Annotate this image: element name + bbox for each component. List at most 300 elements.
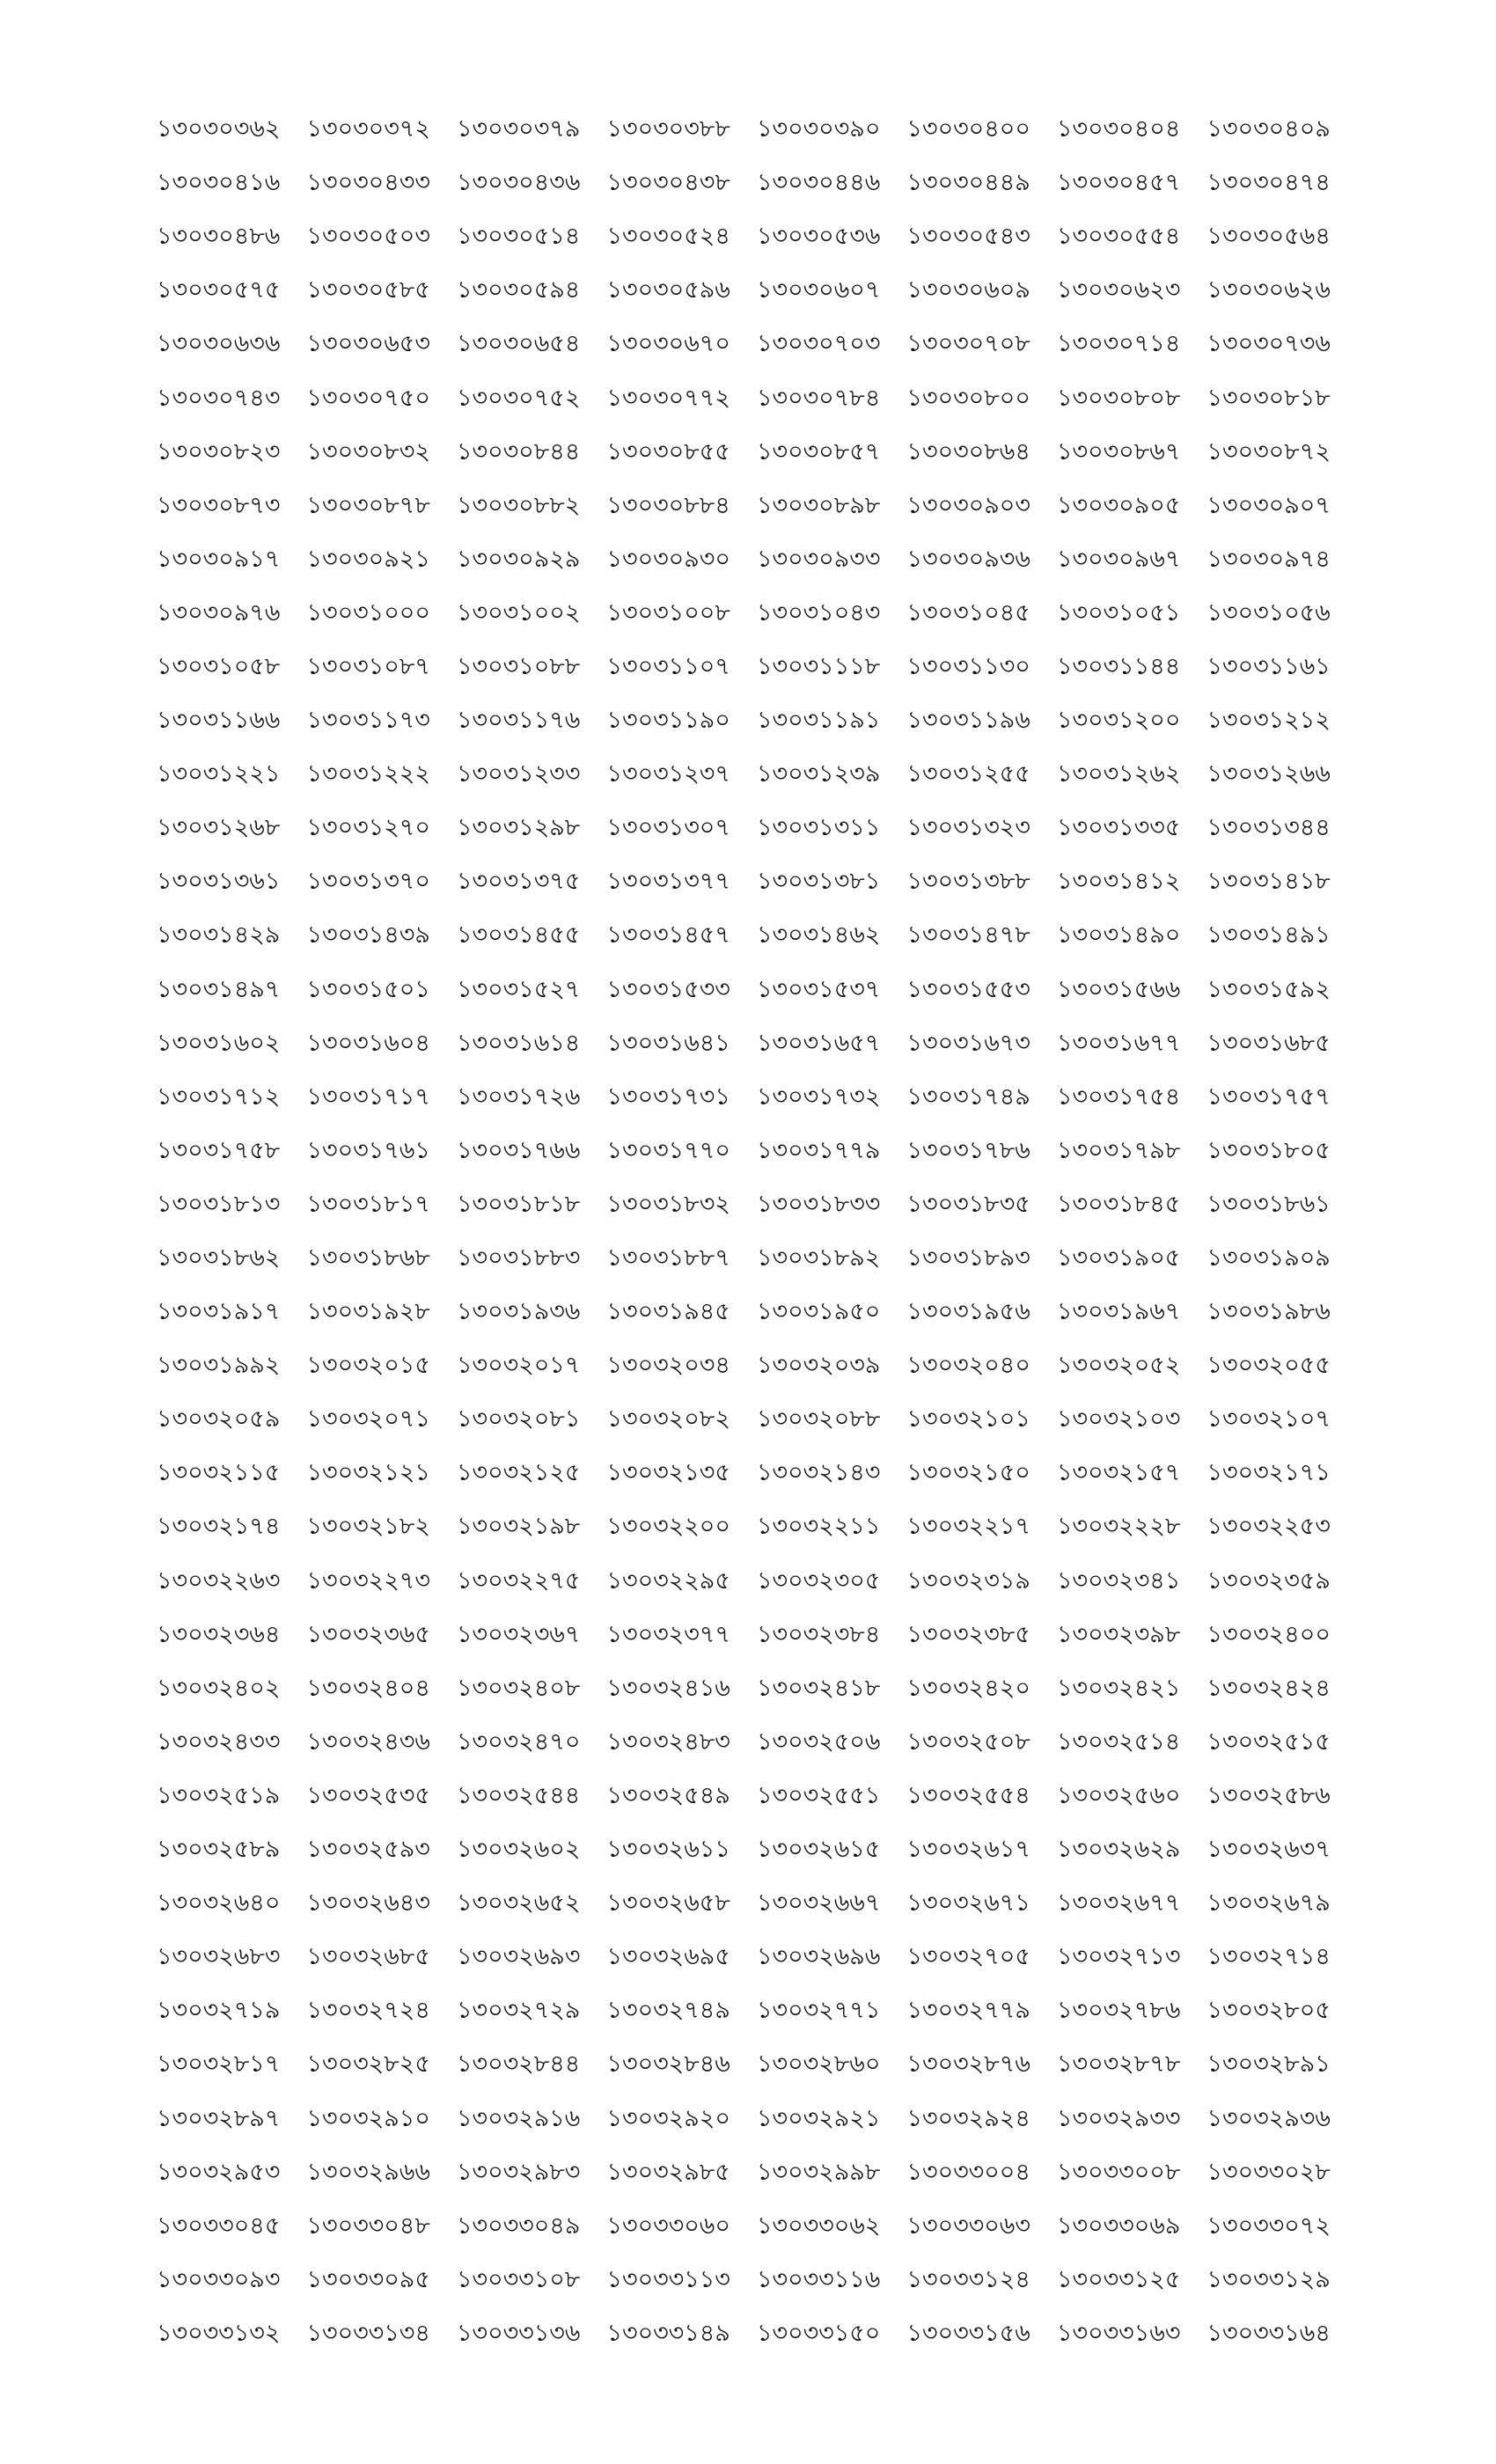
roll-number: ১৩০৩১২২১ bbox=[157, 760, 281, 788]
roll-number: ১৩০৩১৮৩৫ bbox=[906, 1190, 1030, 1218]
roll-number: ১৩০৩২৯২১ bbox=[757, 2104, 881, 2132]
roll-number: ১৩০৩৩১৫০ bbox=[757, 2319, 881, 2347]
roll-number: ১৩০৩২৬১৫ bbox=[757, 1836, 881, 1864]
roll-number: ১৩০৩১২৬২ bbox=[1057, 760, 1181, 788]
roll-number: ১৩০৩২৬৯৫ bbox=[606, 1943, 730, 1971]
roll-number: ১৩০৩৩০০৮ bbox=[1057, 2158, 1181, 2186]
roll-number: ১৩০৩৩১২৫ bbox=[1057, 2265, 1181, 2293]
roll-number: ১৩০৩৩০৪৯ bbox=[457, 2211, 581, 2240]
roll-number: ১৩০৩৩১৬৩ bbox=[1057, 2319, 1181, 2347]
roll-number: ১৩০৩২৪৩৩ bbox=[157, 1727, 281, 1756]
roll-number: ১৩০৩২৩৮৪ bbox=[757, 1620, 881, 1648]
roll-number: ১৩০৩২৩৯৮ bbox=[1057, 1620, 1181, 1648]
roll-number: ১৩০৩২২০০ bbox=[606, 1513, 730, 1541]
roll-number: ১৩০৩২৯১৬ bbox=[457, 2104, 581, 2132]
number-row bbox=[157, 856, 1357, 910]
roll-number: ১৩০৩০৩৬২ bbox=[157, 115, 281, 143]
roll-number: ১৩০৩২৩৪১ bbox=[1057, 1566, 1181, 1595]
roll-number: ১৩০৩১৩৭৭ bbox=[606, 868, 730, 896]
roll-number: ১৩০৩২৯৬৬ bbox=[306, 2158, 430, 2186]
roll-number: ১৩০৩১৪৯০ bbox=[1057, 921, 1181, 950]
number-row bbox=[157, 2255, 1357, 2308]
roll-number: ১৩০৩২১৩৫ bbox=[606, 1459, 730, 1487]
number-row bbox=[157, 2147, 1357, 2201]
roll-number: ১৩০৩১৫৯২ bbox=[1206, 975, 1331, 1003]
roll-number: ১৩০৩২৩৬৪ bbox=[157, 1620, 281, 1648]
roll-number: ১৩০৩০৮১৮ bbox=[1206, 384, 1331, 412]
roll-number: ১৩০৩১৫২৭ bbox=[457, 975, 581, 1003]
roll-number: ১৩০৩২৫৪৪ bbox=[457, 1781, 581, 1809]
roll-number: ১৩০৩২১৮২ bbox=[306, 1513, 430, 1541]
roll-number: ১৩০৩২৬৮৫ bbox=[306, 1943, 430, 1971]
roll-number: ১৩০৩১১০৭ bbox=[606, 652, 730, 680]
roll-number: ১৩০৩১৭৭০ bbox=[606, 1136, 730, 1164]
roll-number: ১৩০৩০৩৭৯ bbox=[457, 115, 581, 143]
roll-number: ১৩০৩১৩৭০ bbox=[306, 868, 430, 896]
roll-number: ১৩০৩১৪৯৭ bbox=[157, 975, 281, 1003]
roll-number: ১৩০৩০৬০৭ bbox=[757, 276, 881, 304]
roll-number: ১৩০৩২৬৭৯ bbox=[1206, 1889, 1331, 1918]
roll-number: ১৩০৩০৫৯৬ bbox=[606, 276, 730, 304]
roll-number: ১৩০৩২২৫৩ bbox=[1206, 1513, 1331, 1541]
roll-number: ১৩০৩২৬৫২ bbox=[457, 1889, 581, 1918]
roll-number: ১৩০৩১২০০ bbox=[1057, 707, 1181, 735]
roll-number: ১৩০৩৩১২৯ bbox=[1206, 2265, 1331, 2293]
roll-number: ১৩০৩৩০৬৯ bbox=[1057, 2211, 1181, 2240]
roll-number: ১৩০৩১৩৬১ bbox=[157, 868, 281, 896]
roll-number: ১৩০৩২১৪৩ bbox=[757, 1459, 881, 1487]
number-row bbox=[157, 2201, 1357, 2255]
roll-number: ১৩০৩১৯৩৬ bbox=[457, 1298, 581, 1326]
roll-number: ১৩০৩০৪৪৯ bbox=[906, 169, 1030, 197]
roll-number: ১৩০৩১০৮৮ bbox=[457, 652, 581, 680]
roll-number: ১৩০৩১৮১৮ bbox=[457, 1190, 581, 1218]
roll-number: ১৩০৩১৯২৮ bbox=[306, 1298, 430, 1326]
roll-number: ১৩০৩২৭৭৯ bbox=[906, 1997, 1030, 2025]
roll-number: ১৩০৩২৫৯৩ bbox=[306, 1836, 430, 1864]
roll-number: ১৩০৩২৯৯৮ bbox=[757, 2158, 881, 2186]
roll-number: ১৩০৩২১০৭ bbox=[1206, 1405, 1331, 1434]
roll-number: ১৩০৩২৫৪৯ bbox=[606, 1781, 730, 1809]
roll-number: ১৩০৩০৪০৯ bbox=[1206, 115, 1331, 143]
roll-number: ১৩০৩২৮১৭ bbox=[157, 2050, 281, 2079]
number-row bbox=[157, 2093, 1357, 2146]
number-row bbox=[157, 1985, 1357, 2039]
roll-number: ১৩০৩০৮৩২ bbox=[306, 437, 430, 466]
roll-number: ১৩০৩২৯৮৫ bbox=[606, 2158, 730, 2186]
roll-number: ১৩০৩০৪৪৬ bbox=[757, 169, 881, 197]
roll-number: ১৩০৩২৫১৯ bbox=[157, 1781, 281, 1809]
roll-number: ১৩০৩৩১১৬ bbox=[757, 2265, 881, 2293]
roll-number: ১৩০৩০৬৭০ bbox=[606, 330, 730, 358]
roll-number: ১৩০৩২৩৮৫ bbox=[906, 1620, 1030, 1648]
roll-number: ১৩০৩১১৩০ bbox=[906, 652, 1030, 680]
roll-number: ১৩০৩০৬৫৪ bbox=[457, 330, 581, 358]
number-row bbox=[157, 427, 1357, 480]
roll-number: ১৩০৩১৯০৫ bbox=[1057, 1244, 1181, 1272]
roll-number: ১৩০৩১৮৮৭ bbox=[606, 1244, 730, 1272]
roll-number: ১৩০৩১২৬৬ bbox=[1206, 760, 1331, 788]
roll-number: ১৩০৩১৮৯৩ bbox=[906, 1244, 1030, 1272]
roll-number: ১৩০৩২৪১৬ bbox=[606, 1674, 730, 1702]
roll-number: ১৩০৩১৭৫৭ bbox=[1206, 1082, 1331, 1111]
roll-number: ১৩০৩১৪১৮ bbox=[1206, 868, 1331, 896]
roll-number: ১৩০৩২৬৬৭ bbox=[757, 1889, 881, 1918]
roll-number: ১৩০৩০৭০৮ bbox=[906, 330, 1030, 358]
roll-number: ১৩০৩২৮৪৬ bbox=[606, 2050, 730, 2079]
roll-number: ১৩০৩০৪১৬ bbox=[157, 169, 281, 197]
roll-number: ১৩০৩১৭৬৬ bbox=[457, 1136, 581, 1164]
roll-number: ১৩০৩১৯৬৭ bbox=[1057, 1298, 1181, 1326]
roll-number: ১৩০৩১৭৬১ bbox=[306, 1136, 430, 1164]
roll-number: ১৩০৩১১৯১ bbox=[757, 707, 881, 735]
roll-number: ১৩০৩২৫৬০ bbox=[1057, 1781, 1181, 1809]
roll-number: ১৩০৩১৬৭৩ bbox=[906, 1029, 1030, 1057]
roll-number: ১৩০৩১১১৮ bbox=[757, 652, 881, 680]
roll-number: ১৩০৩০৮০০ bbox=[906, 384, 1030, 412]
roll-number: ১৩০৩০৮৬৭ bbox=[1057, 437, 1181, 466]
roll-number: ১৩০৩২৭০৫ bbox=[906, 1943, 1030, 1971]
roll-number: ১৩০৩০৫২৪ bbox=[606, 223, 730, 251]
roll-number: ১৩০৩৩১৩৪ bbox=[306, 2319, 430, 2347]
roll-number: ১৩০৩০৭৩৬ bbox=[1206, 330, 1331, 358]
roll-number: ১৩০৩০৫১৪ bbox=[457, 223, 581, 251]
roll-number: ১৩০৩১৮৩২ bbox=[606, 1190, 730, 1218]
roll-number: ১৩০৩১৩৩৫ bbox=[1057, 814, 1181, 842]
number-row bbox=[157, 1179, 1357, 1233]
roll-number: ১৩০৩২৯৩৩ bbox=[1057, 2104, 1181, 2132]
number-row bbox=[157, 1556, 1357, 1610]
roll-number: ১৩০৩১১৬১ bbox=[1206, 652, 1331, 680]
number-row bbox=[157, 749, 1357, 803]
roll-number: ১৩০৩২৬০২ bbox=[457, 1836, 581, 1864]
roll-number: ১৩০৩০৯২১ bbox=[306, 545, 430, 573]
roll-number: ১৩০৩১০৫৬ bbox=[1206, 598, 1331, 627]
roll-number: ১৩০৩২৭১৩ bbox=[1057, 1943, 1181, 1971]
number-row bbox=[157, 642, 1357, 695]
roll-number: ১৩০৩২৮৯৭ bbox=[157, 2104, 281, 2132]
roll-number: ১৩০৩২৫১৫ bbox=[1206, 1727, 1331, 1756]
number-row bbox=[157, 211, 1357, 265]
roll-number: ১৩০৩২০৮২ bbox=[606, 1405, 730, 1434]
number-row bbox=[157, 1126, 1357, 1179]
roll-number: ১৩০৩১০৫১ bbox=[1057, 598, 1181, 627]
roll-number: ১৩০৩১৭৪৯ bbox=[906, 1082, 1030, 1111]
number-row bbox=[157, 695, 1357, 749]
roll-number: ১৩০৩১২৬৮ bbox=[157, 814, 281, 842]
roll-number: ১৩০৩০৪৩৩ bbox=[306, 169, 430, 197]
roll-number: ১৩০৩০৫৯৪ bbox=[457, 276, 581, 304]
roll-number: ১৩০৩০৭৭২ bbox=[606, 384, 730, 412]
roll-number: ১৩০৩০৮৯৮ bbox=[757, 491, 881, 519]
roll-number: ১৩০৩২৪০০ bbox=[1206, 1620, 1331, 1648]
roll-number: ১৩০৩২৭১৪ bbox=[1206, 1943, 1331, 1971]
roll-number: ১৩০৩২৬৪০ bbox=[157, 1889, 281, 1918]
roll-number: ১৩০৩২৮০৫ bbox=[1206, 1997, 1331, 2025]
roll-number: ১৩০৩১২১২ bbox=[1206, 707, 1331, 735]
roll-number: ১৩০৩১১৭৬ bbox=[457, 707, 581, 735]
roll-number: ১৩০৩২৭১৯ bbox=[157, 1997, 281, 2025]
roll-number: ১৩০৩১৮০৫ bbox=[1206, 1136, 1331, 1164]
roll-number: ১৩০৩১৪৫৫ bbox=[457, 921, 581, 950]
roll-number: ১৩০৩২৮৭৮ bbox=[1057, 2050, 1181, 2079]
number-row bbox=[157, 1717, 1357, 1771]
roll-number: ১৩০৩১৫০১ bbox=[306, 975, 430, 1003]
number-row bbox=[157, 104, 1357, 158]
roll-number: ১৩০৩২৯১০ bbox=[306, 2104, 430, 2132]
number-row bbox=[157, 534, 1357, 588]
roll-number: ১৩০৩৩০৬২ bbox=[757, 2211, 881, 2240]
roll-number: ১৩০৩১৭২৬ bbox=[457, 1082, 581, 1111]
number-row bbox=[157, 964, 1357, 1018]
roll-number: ১৩০৩২৩৭৭ bbox=[606, 1620, 730, 1648]
roll-number: ১৩০৩২৮২৫ bbox=[306, 2050, 430, 2079]
roll-number: ১৩০৩৩০৯৩ bbox=[157, 2265, 281, 2293]
roll-number: ১৩০৩১২৩৯ bbox=[757, 760, 881, 788]
roll-number: ১৩০৩২০৫৫ bbox=[1206, 1352, 1331, 1380]
roll-number: ১৩০৩২১৭৪ bbox=[157, 1513, 281, 1541]
roll-number: ১৩০৩০৫৪৩ bbox=[906, 223, 1030, 251]
number-row bbox=[157, 1663, 1357, 1717]
number-row bbox=[157, 1824, 1357, 1878]
number-row bbox=[157, 1340, 1357, 1394]
roll-number: ১৩০৩৩১২৪ bbox=[906, 2265, 1030, 2293]
roll-number: ১৩০৩১৬৮৫ bbox=[1206, 1029, 1331, 1057]
roll-number: ১৩০৩১৫৫৩ bbox=[906, 975, 1030, 1003]
roll-number: ১৩০৩০৮৫৫ bbox=[606, 437, 730, 466]
roll-number: ১৩০৩১৪৯১ bbox=[1206, 921, 1331, 950]
roll-number: ১৩০৩১৬১৪ bbox=[457, 1029, 581, 1057]
roll-number: ১৩০৩২৬৩৭ bbox=[1206, 1836, 1331, 1864]
roll-number: ১৩০৩০৯১৭ bbox=[157, 545, 281, 573]
roll-number: ১৩০৩১৫৬৬ bbox=[1057, 975, 1181, 1003]
roll-number: ১৩০৩১০৫৮ bbox=[157, 652, 281, 680]
roll-number: ১৩০৩২৯২৪ bbox=[906, 2104, 1030, 2132]
roll-number: ১৩০৩২০৫২ bbox=[1057, 1352, 1181, 1380]
roll-number: ১৩০৩২২৯৫ bbox=[606, 1566, 730, 1595]
roll-number: ১৩০৩১৭৯৮ bbox=[1057, 1136, 1181, 1164]
roll-number: ১৩০৩১৭৮৬ bbox=[906, 1136, 1030, 1164]
roll-number: ১৩০৩১০৪৫ bbox=[906, 598, 1030, 627]
roll-number: ১৩০৩২১৯৮ bbox=[457, 1513, 581, 1541]
roll-number: ১৩০৩১৮৪৫ bbox=[1057, 1190, 1181, 1218]
roll-number: ১৩০৩১৭৫৮ bbox=[157, 1136, 281, 1164]
roll-number: ১৩০৩২৮৭৬ bbox=[906, 2050, 1030, 2079]
roll-number: ১৩০৩২১২৫ bbox=[457, 1459, 581, 1487]
roll-number: ১৩০৩১১৬৬ bbox=[157, 707, 281, 735]
roll-number: ১৩০৩০৩৭২ bbox=[306, 115, 430, 143]
roll-number: ১৩০৩১১৯০ bbox=[606, 707, 730, 735]
roll-number: ১৩০৩০৮৮৪ bbox=[606, 491, 730, 519]
roll-number: ১৩০৩০৮৬৪ bbox=[906, 437, 1030, 466]
roll-number: ১৩০৩২৮৬০ bbox=[757, 2050, 881, 2079]
roll-number: ১৩০৩০৫৩৬ bbox=[757, 223, 881, 251]
roll-number: ১৩০৩০৭৮৪ bbox=[757, 384, 881, 412]
roll-number: ১৩০৩১৩০৭ bbox=[606, 814, 730, 842]
roll-number: ১৩০৩০৯৭৪ bbox=[1206, 545, 1331, 573]
roll-number: ১৩০৩১৩৪৪ bbox=[1206, 814, 1331, 842]
roll-number: ১৩০৩২৬৭৭ bbox=[1057, 1889, 1181, 1918]
roll-number: ১৩০৩০৮৭৮ bbox=[306, 491, 430, 519]
number-row bbox=[157, 1233, 1357, 1287]
number-row bbox=[157, 372, 1357, 426]
roll-number: ১৩০৩২৪০২ bbox=[157, 1674, 281, 1702]
roll-number: ১৩০৩১৪২৯ bbox=[157, 921, 281, 950]
roll-number: ১৩০৩১৯৫০ bbox=[757, 1298, 881, 1326]
roll-number: ১৩০৩৩১৩২ bbox=[157, 2319, 281, 2347]
number-row bbox=[157, 803, 1357, 856]
roll-number: ১৩০৩২১৭১ bbox=[1206, 1459, 1331, 1487]
roll-number: ১৩০৩০৬৩৬ bbox=[157, 330, 281, 358]
roll-number: ১৩০৩২১০১ bbox=[906, 1405, 1030, 1434]
roll-number: ১৩০৩১২৩৩ bbox=[457, 760, 581, 788]
roll-number: ১৩০৩২৭৪৯ bbox=[606, 1997, 730, 2025]
roll-number: ১৩০৩১৮১৭ bbox=[306, 1190, 430, 1218]
roll-number: ১৩০৩০৭৫২ bbox=[457, 384, 581, 412]
roll-number: ১৩০৩৩১৫৬ bbox=[906, 2319, 1030, 2347]
number-row bbox=[157, 1610, 1357, 1663]
roll-number: ১৩০৩১৩৮১ bbox=[757, 868, 881, 896]
roll-number: ১৩০৩০৬২৬ bbox=[1206, 276, 1331, 304]
roll-number: ১৩০৩১৩২৩ bbox=[906, 814, 1030, 842]
roll-number: ১৩০৩১৬৭৭ bbox=[1057, 1029, 1181, 1057]
roll-number: ১৩০৩২৩৬৭ bbox=[457, 1620, 581, 1648]
roll-number: ১৩০৩০৯৩৬ bbox=[906, 545, 1030, 573]
roll-number: ১৩০৩৩১০৮ bbox=[457, 2265, 581, 2293]
roll-number: ১৩০৩২৩১৯ bbox=[906, 1566, 1030, 1595]
roll-number: ১৩০৩১২৩৭ bbox=[606, 760, 730, 788]
roll-number: ১৩০৩২৬৫৮ bbox=[606, 1889, 730, 1918]
roll-number: ১৩০৩২৯২০ bbox=[606, 2104, 730, 2132]
roll-number: ১৩০৩০৯৬৭ bbox=[1057, 545, 1181, 573]
roll-number: ১৩০৩১৮৮৩ bbox=[457, 1244, 581, 1272]
roll-number: ১৩০৩৩০০৪ bbox=[906, 2158, 1030, 2186]
roll-number: ১৩০৩১৯৮৬ bbox=[1206, 1298, 1331, 1326]
roll-number: ১৩০৩৩১১৩ bbox=[606, 2265, 730, 2293]
roll-number: ১৩০৩১৯৪৫ bbox=[606, 1298, 730, 1326]
roll-number: ১৩০৩২১৫৭ bbox=[1057, 1459, 1181, 1487]
roll-number: ১৩০৩২৪৮৩ bbox=[606, 1727, 730, 1756]
roll-number: ১৩০৩০৪০০ bbox=[906, 115, 1030, 143]
roll-number: ১৩০৩১২৫৫ bbox=[906, 760, 1030, 788]
roll-number: ১৩০৩০৫৬৪ bbox=[1206, 223, 1331, 251]
roll-number: ১৩০৩০৮৮২ bbox=[457, 491, 581, 519]
roll-number: ১৩০৩২৬৯৬ bbox=[757, 1943, 881, 1971]
roll-number: ১৩০৩২৪০৪ bbox=[306, 1674, 430, 1702]
roll-number-grid bbox=[157, 104, 1357, 2362]
roll-number: ১৩০৩১২৭০ bbox=[306, 814, 430, 842]
roll-number: ১৩০৩০৮৪৪ bbox=[457, 437, 581, 466]
roll-number: ১৩০৩২২৬৩ bbox=[157, 1566, 281, 1595]
roll-number: ১৩০৩১৭১৭ bbox=[306, 1082, 430, 1111]
roll-number: ১৩০৩২৩৬৫ bbox=[306, 1620, 430, 1648]
roll-number: ১৩০৩১৭৩১ bbox=[606, 1082, 730, 1111]
roll-number: ১৩০৩০৮৭২ bbox=[1206, 437, 1331, 466]
roll-number: ১৩০৩৩০৭২ bbox=[1206, 2211, 1331, 2240]
roll-number: ১৩০৩৩১৪৯ bbox=[606, 2319, 730, 2347]
roll-number: ১৩০৩০৬২৩ bbox=[1057, 276, 1181, 304]
roll-number: ১৩০৩২০৭১ bbox=[306, 1405, 430, 1434]
roll-number: ১৩০৩১০০৮ bbox=[606, 598, 730, 627]
roll-number: ১৩০৩১৬০৪ bbox=[306, 1029, 430, 1057]
roll-number: ১৩০৩১৮৬১ bbox=[1206, 1190, 1331, 1218]
roll-number: ১৩০৩০৬০৯ bbox=[906, 276, 1030, 304]
roll-number: ১৩০৩২৯৩৬ bbox=[1206, 2104, 1331, 2132]
roll-number: ১৩০৩০৮২৩ bbox=[157, 437, 281, 466]
roll-number: ১৩০৩২৫০৬ bbox=[757, 1727, 881, 1756]
roll-number: ১৩০৩১৩১১ bbox=[757, 814, 881, 842]
roll-number: ১৩০৩২৬৭১ bbox=[906, 1889, 1030, 1918]
roll-number: ১৩০৩০৬৫৩ bbox=[306, 330, 430, 358]
roll-number: ১৩০৩২৪২০ bbox=[906, 1674, 1030, 1702]
roll-number: ১৩০৩০৯৩৩ bbox=[757, 545, 881, 573]
roll-number: ১৩০৩২৪০৮ bbox=[457, 1674, 581, 1702]
roll-number: ১৩০৩৩০৪৫ bbox=[157, 2211, 281, 2240]
roll-number: ১৩০৩২৭২৯ bbox=[457, 1997, 581, 2025]
roll-number: ১৩০৩২৮৯১ bbox=[1206, 2050, 1331, 2079]
roll-number: ১৩০৩৩০৪৮ bbox=[306, 2211, 430, 2240]
roll-number: ১৩০৩২০৩৯ bbox=[757, 1352, 881, 1380]
roll-number: ১৩০৩০৫৮৫ bbox=[306, 276, 430, 304]
roll-number: ১৩০৩১৩৮৮ bbox=[906, 868, 1030, 896]
roll-number: ১৩০৩১৭১২ bbox=[157, 1082, 281, 1111]
roll-number: ১৩০৩১৮৯২ bbox=[757, 1244, 881, 1272]
roll-number: ১৩০৩১৪৭৮ bbox=[906, 921, 1030, 950]
number-row bbox=[157, 480, 1357, 534]
roll-number: ১৩০৩০৮০৮ bbox=[1057, 384, 1181, 412]
roll-number: ১৩০৩১৬৫৭ bbox=[757, 1029, 881, 1057]
number-row bbox=[157, 910, 1357, 964]
roll-number: ১৩০৩০৯২৯ bbox=[457, 545, 581, 573]
roll-number: ১৩০৩০৯০৫ bbox=[1057, 491, 1181, 519]
roll-number: ১৩০৩২৪১৮ bbox=[757, 1674, 881, 1702]
roll-number: ১৩০৩২৯৫৩ bbox=[157, 2158, 281, 2186]
roll-number: ১৩০৩১৭৭৯ bbox=[757, 1136, 881, 1164]
roll-number: ১৩০৩১৪৫৭ bbox=[606, 921, 730, 950]
roll-number: ১৩০৩১৯৯২ bbox=[157, 1352, 281, 1380]
roll-number: ১৩০৩২৭৮৬ bbox=[1057, 1997, 1181, 2025]
roll-number: ১৩০৩২৫০৮ bbox=[906, 1727, 1030, 1756]
number-row bbox=[157, 1448, 1357, 1501]
roll-number: ১৩০৩২৬১১ bbox=[606, 1836, 730, 1864]
roll-number: ১৩০৩১৯৫৬ bbox=[906, 1298, 1030, 1326]
roll-number: ১৩০৩১৭৫৪ bbox=[1057, 1082, 1181, 1111]
roll-number: ১৩০৩২৬৪৩ bbox=[306, 1889, 430, 1918]
roll-number: ১৩০৩১৩৭৫ bbox=[457, 868, 581, 896]
roll-number: ১৩০৩১৪৩৯ bbox=[306, 921, 430, 950]
roll-number: ১৩০৩১৯১৭ bbox=[157, 1298, 281, 1326]
roll-number: ১৩০৩০৭১৪ bbox=[1057, 330, 1181, 358]
roll-number: ১৩০৩০৩৮৮ bbox=[606, 115, 730, 143]
roll-number: ১৩০৩২২৭৩ bbox=[306, 1566, 430, 1595]
roll-number: ১৩০৩০৯৭৬ bbox=[157, 598, 281, 627]
roll-number: ১৩০৩২২১১ bbox=[757, 1513, 881, 1541]
number-row bbox=[157, 1878, 1357, 1932]
roll-number: ১৩০৩২০১৭ bbox=[457, 1352, 581, 1380]
roll-number: ১৩০৩১৪১২ bbox=[1057, 868, 1181, 896]
roll-number: ১৩০৩২৫৫৪ bbox=[906, 1781, 1030, 1809]
number-row bbox=[157, 588, 1357, 642]
roll-number: ১৩০৩১৫৩৭ bbox=[757, 975, 881, 1003]
roll-number: ১৩০৩২০১৫ bbox=[306, 1352, 430, 1380]
roll-number: ১৩০৩২৭২৪ bbox=[306, 1997, 430, 2025]
roll-number: ১৩০৩১৫৩৩ bbox=[606, 975, 730, 1003]
roll-number: ১৩০৩২৫৩৫ bbox=[306, 1781, 430, 1809]
number-row bbox=[157, 158, 1357, 211]
roll-number: ১৩০৩২৪২৪ bbox=[1206, 1674, 1331, 1702]
roll-number: ১৩০৩১৬০২ bbox=[157, 1029, 281, 1057]
roll-number: ১৩০৩২৫৮৬ bbox=[1206, 1781, 1331, 1809]
